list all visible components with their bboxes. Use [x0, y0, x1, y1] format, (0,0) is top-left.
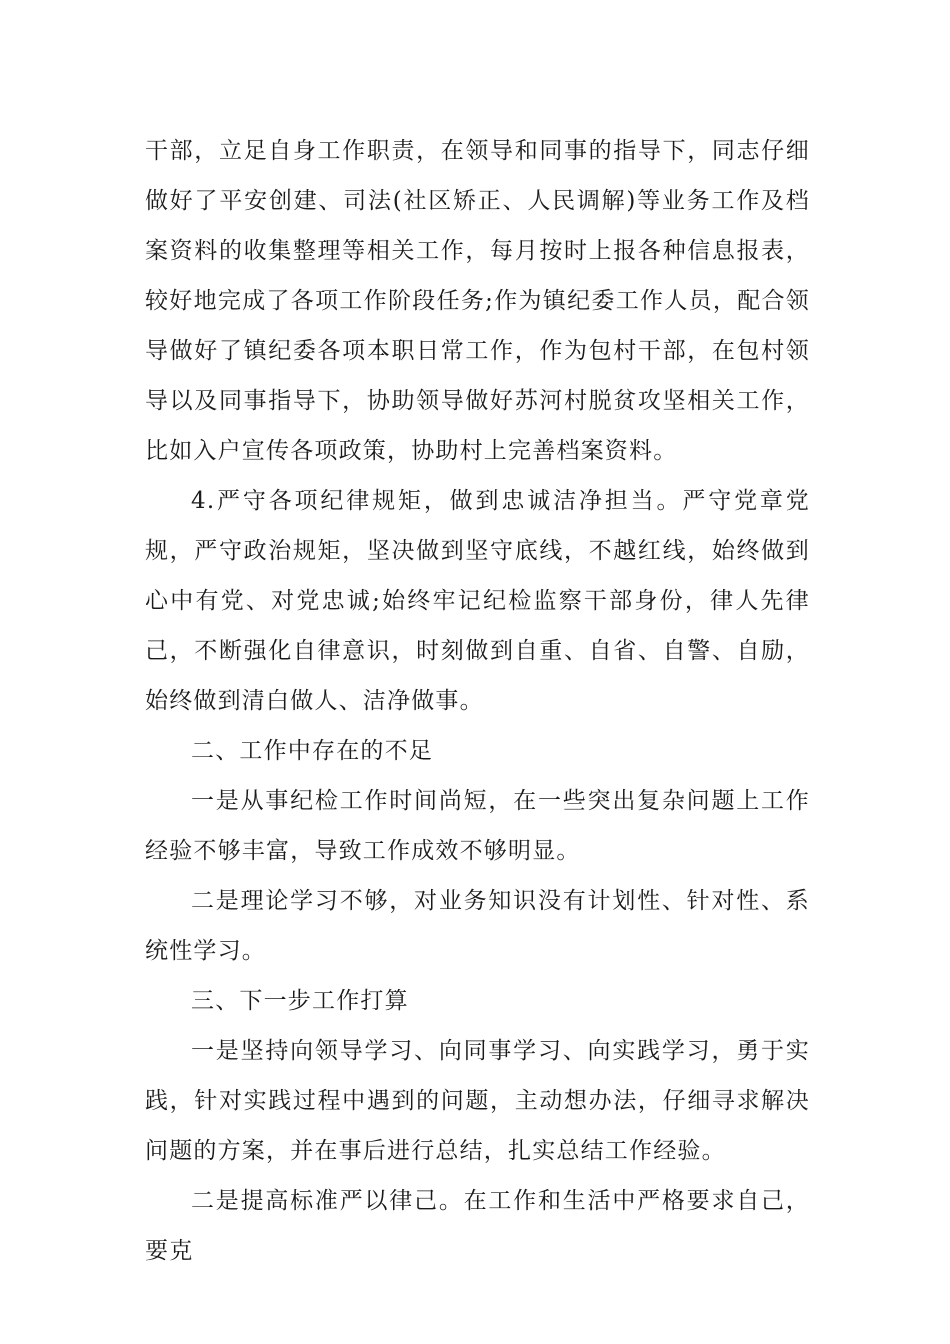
paragraph-point-4: 4.严守各项纪律规矩，做到忠诚洁净担当。严守党章党规，严守政治规矩，坚决做到坚守底线，不越红线，始终做到心中有党、对党忠诚;始终牢记纪检监察干部身份，律人先律己，不断强化自律意识，时刻做到自重、自省、自警、自励，始终做到清白做人、洁净做事。 — [145, 488, 810, 714]
document-body — [145, 126, 810, 1276]
section-heading-shortcomings: 二、工作中存在的不足 — [191, 738, 433, 764]
paragraph-continuation: 干部，立足自身工作职责，在领导和同事的指导下，同志仔细做好了平安创建、司法(社区矫正、人民调解)等业务工作及档案资料的收集整理等相关工作，每月按时上报各种信息报表，较好地完成了各项工作阶段任务;作为镇纪委工作人员，配合领导做好了镇纪委各项本职日常工作，作为包村干部，在包村领导以及同事指导下，协助领导做好苏河村脱贫攻坚相关工作，比如入户宣传各项政策，协助村上完善档案资料。 — [145, 138, 810, 464]
paragraph-plan-2: 二是提高标准严以律己。在工作和生活中严格要求自己，要克 — [145, 1188, 810, 1264]
paragraph-shortcoming-1: 一是从事纪检工作时间尚短，在一些突出复杂问题上工作经验不够丰富，导致工作成效不够明显。 — [145, 788, 810, 864]
paragraph-shortcoming-2: 二是理论学习不够，对业务知识没有计划性、针对性、系统性学习。 — [145, 888, 810, 964]
section-heading-next-steps: 三、下一步工作打算 — [191, 988, 409, 1014]
paragraph-plan-1: 一是坚持向领导学习、向同事学习、向实践学习，勇于实践，针对实践过程中遇到的问题，主动想办法，仔细寻求解决问题的方案，并在事后进行总结，扎实总结工作经验。 — [145, 1038, 810, 1164]
